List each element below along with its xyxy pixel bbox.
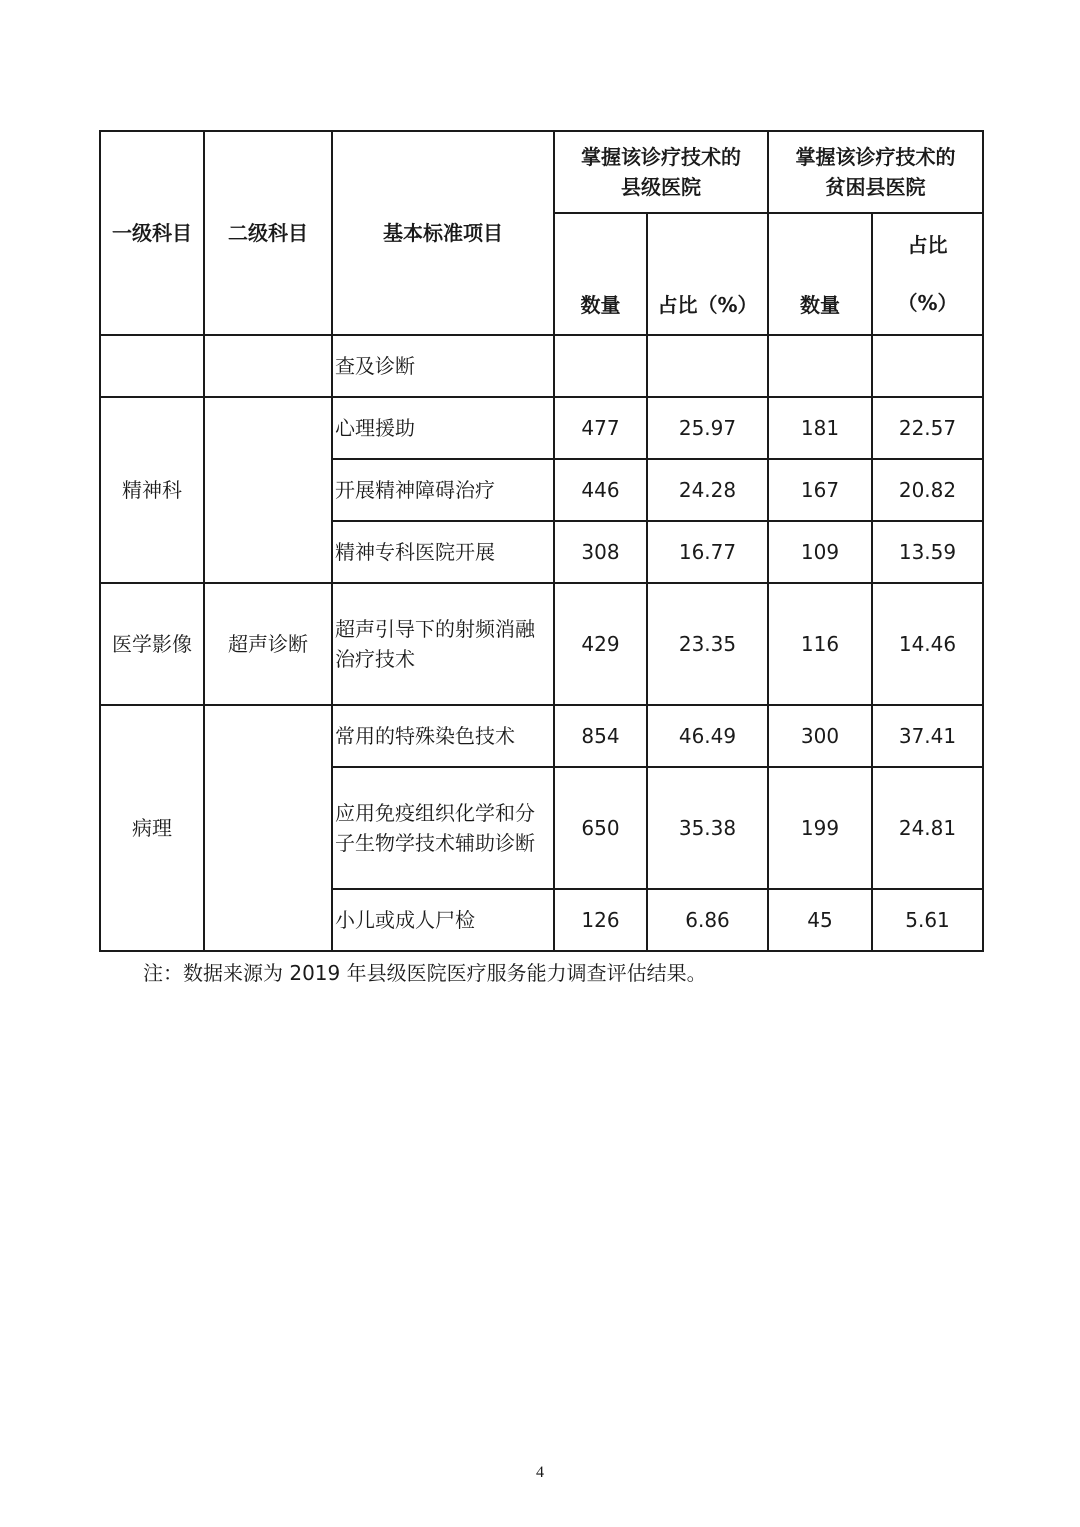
cell-poor-ratio: 5.61 xyxy=(872,889,983,951)
cell-county-ratio: 6.86 xyxy=(647,889,768,951)
cell-county-count: 650 xyxy=(554,767,647,889)
cell-county-ratio: 23.35 xyxy=(647,583,768,705)
cell-item: 心理援助 xyxy=(332,397,554,459)
header-poor-count: 数量 xyxy=(768,213,872,335)
cell-level2 xyxy=(204,705,332,951)
cell-county-count: 429 xyxy=(554,583,647,705)
cell-level2: 超声诊断 xyxy=(204,583,332,705)
cell-poor-ratio: 22.57 xyxy=(872,397,983,459)
page-number: 4 xyxy=(536,1464,544,1481)
cell-item: 开展精神障碍治疗 xyxy=(332,459,554,521)
header-poor-group xyxy=(768,131,983,213)
cell-poor-ratio: 20.82 xyxy=(872,459,983,521)
cell-poor-ratio: 37.41 xyxy=(872,705,983,767)
cell-poor-ratio: 14.46 xyxy=(872,583,983,705)
header-county-count: 数量 xyxy=(554,213,647,335)
cell-county-count: 477 xyxy=(554,397,647,459)
cell-county-ratio: 25.97 xyxy=(647,397,768,459)
cell-item: 小儿或成人尸检 xyxy=(332,889,554,951)
cell-level1: 医学影像 xyxy=(100,583,204,705)
cell-item-line2: 治疗技术 xyxy=(335,647,415,671)
cell-county-ratio: 46.49 xyxy=(647,705,768,767)
cell-item-line1: 超声引导下的射频消融 xyxy=(335,617,535,641)
cell-item: 精神专科医院开展 xyxy=(332,521,554,583)
cell-item xyxy=(332,583,554,705)
cell-poor-count: 199 xyxy=(768,767,872,889)
cell-county-count: 308 xyxy=(554,521,647,583)
cell-level2 xyxy=(204,397,332,583)
table-row xyxy=(100,397,983,459)
header-poor-line2: 贫困县医院 xyxy=(825,175,926,199)
cell-item-line2: 子生物学技术辅助诊断 xyxy=(335,831,535,855)
table-row xyxy=(100,705,983,767)
cell-item xyxy=(332,767,554,889)
cell-poor-ratio: 13.59 xyxy=(872,521,983,583)
header-poor-ratio xyxy=(872,213,983,335)
cell-poor-count: 167 xyxy=(768,459,872,521)
header-level2: 二级科目 xyxy=(204,131,332,335)
cell-item: 常用的特殊染色技术 xyxy=(332,705,554,767)
cell-poor-count: 181 xyxy=(768,397,872,459)
cell-empty xyxy=(554,335,647,397)
header-poor-ratio-line2: （%） xyxy=(897,291,958,315)
cell-county-count: 126 xyxy=(554,889,647,951)
header-poor-ratio-line1: 占比 xyxy=(907,233,948,257)
header-county-line1: 掌握该诊疗技术的 xyxy=(581,145,741,169)
cell-empty xyxy=(768,335,872,397)
cell-poor-count: 109 xyxy=(768,521,872,583)
cell-empty xyxy=(647,335,768,397)
cell-item: 查及诊断 xyxy=(332,335,554,397)
header-poor-line1: 掌握该诊疗技术的 xyxy=(795,145,956,169)
header-level1: 一级科目 xyxy=(100,131,204,335)
hospital-technology-table xyxy=(99,130,984,952)
cell-county-ratio: 16.77 xyxy=(647,521,768,583)
cell-empty xyxy=(100,335,204,397)
table-note: 注：数据来源为 2019 年县级医院医疗服务能力调查评估结果。 xyxy=(143,961,707,985)
header-county-ratio: 占比（%） xyxy=(647,213,768,335)
cell-empty xyxy=(204,335,332,397)
cell-level1: 病理 xyxy=(100,705,204,951)
header-county-line2: 县级医院 xyxy=(621,175,701,199)
cell-poor-count: 300 xyxy=(768,705,872,767)
cell-poor-count: 45 xyxy=(768,889,872,951)
cell-poor-count: 116 xyxy=(768,583,872,705)
cell-empty xyxy=(872,335,983,397)
cell-item-line1: 应用免疫组织化学和分 xyxy=(335,801,535,825)
table-row xyxy=(100,583,983,705)
header-item: 基本标准项目 xyxy=(332,131,554,335)
cell-county-ratio: 24.28 xyxy=(647,459,768,521)
cell-county-count: 854 xyxy=(554,705,647,767)
cell-county-ratio: 35.38 xyxy=(647,767,768,889)
cell-county-count: 446 xyxy=(554,459,647,521)
cell-level1: 精神科 xyxy=(100,397,204,583)
cell-poor-ratio: 24.81 xyxy=(872,767,983,889)
header-county-group xyxy=(554,131,768,213)
